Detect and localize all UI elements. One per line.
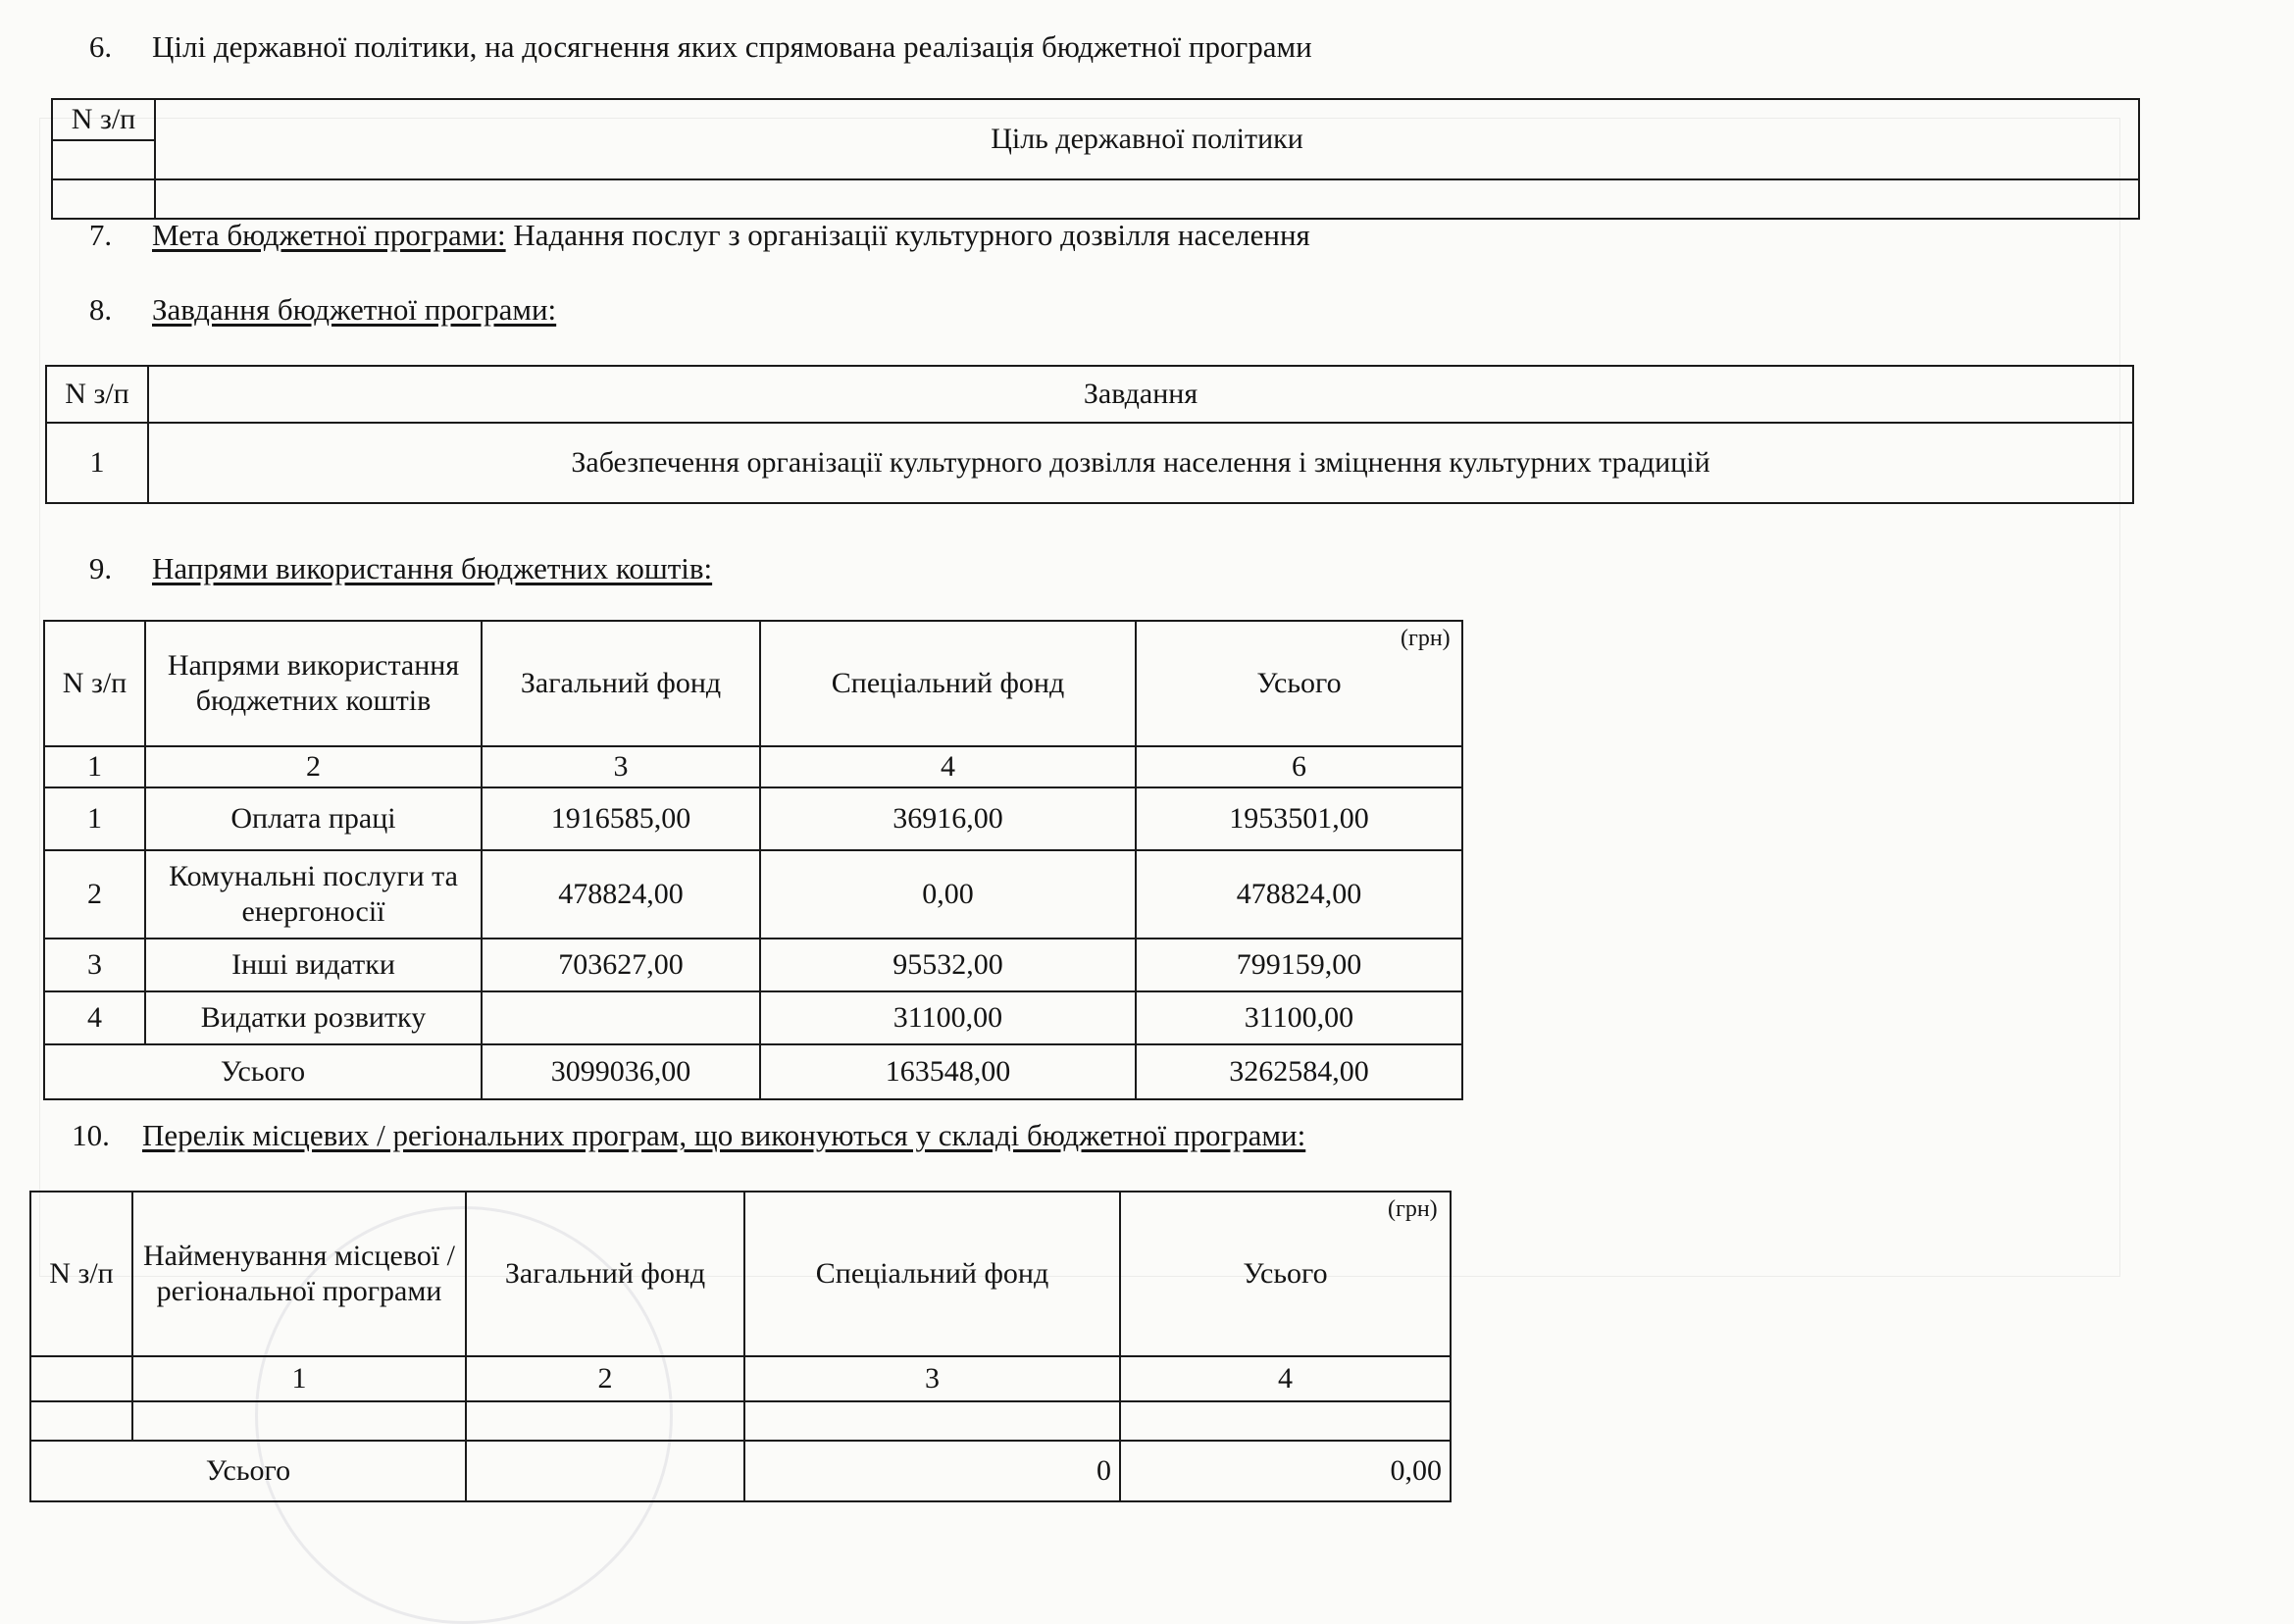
header-cell: Напрями використання бюджетних коштів bbox=[145, 621, 482, 746]
total-label-cell: Усього bbox=[30, 1441, 466, 1501]
table-cell: 4 bbox=[44, 991, 145, 1044]
section-10-heading bbox=[39, 1118, 1305, 1153]
table-total-row bbox=[44, 1044, 1462, 1099]
column-index-cell: 3 bbox=[744, 1356, 1120, 1401]
column-index-cell: 6 bbox=[1136, 746, 1462, 787]
table-cell bbox=[482, 991, 760, 1044]
section-9-label: Напрями використання бюджетних коштів: bbox=[152, 551, 713, 585]
section-8-label: Завдання бюджетної програми: bbox=[152, 292, 557, 327]
table-cell bbox=[466, 1441, 744, 1501]
table-total-row bbox=[30, 1441, 1451, 1501]
table-row bbox=[44, 991, 1462, 1044]
table-cell: 3099036,00 bbox=[482, 1044, 760, 1099]
section-6-title: Цілі державної політики, на досягнення яких спрямована реалізація бюджетної програми bbox=[152, 29, 1312, 64]
table-row bbox=[44, 850, 1462, 939]
header-cell: Ціль державної політики bbox=[155, 99, 2139, 179]
table-cell: 0,00 bbox=[760, 850, 1136, 939]
table-cell: 478824,00 bbox=[1136, 850, 1462, 939]
column-index-cell: 4 bbox=[760, 746, 1136, 787]
header-cell: N з/п bbox=[46, 366, 148, 423]
header-cell: Найменування місцевої / регіональної програми bbox=[132, 1192, 466, 1356]
table-row bbox=[44, 939, 1462, 991]
table-row bbox=[30, 1401, 1451, 1441]
table-cell bbox=[52, 179, 155, 219]
table-cell: Комунальні послуги та енергоносії bbox=[145, 850, 482, 939]
table-cell: 799159,00 bbox=[1136, 939, 1462, 991]
section-7-number: 7. bbox=[88, 218, 113, 252]
table-cell: 3 bbox=[44, 939, 145, 991]
table-cell bbox=[132, 1401, 466, 1441]
table-row bbox=[44, 787, 1462, 850]
table-cell: Оплата праці bbox=[145, 787, 482, 850]
tasks-table bbox=[45, 365, 2134, 504]
column-index-cell: 4 bbox=[1120, 1356, 1451, 1401]
section-6-heading bbox=[49, 29, 1312, 65]
section-9-heading bbox=[49, 551, 712, 586]
header-cell: Спеціальний фонд bbox=[760, 621, 1136, 746]
table-cell bbox=[744, 1401, 1120, 1441]
table-cell bbox=[30, 1401, 132, 1441]
header-cell: Усього bbox=[1120, 1192, 1451, 1356]
column-index-cell: 2 bbox=[145, 746, 482, 787]
column-index-cell: 1 bbox=[44, 746, 145, 787]
section-6-number: 6. bbox=[88, 29, 113, 64]
table-cell: Видатки розвитку bbox=[145, 991, 482, 1044]
section-8-number: 8. bbox=[88, 292, 113, 327]
table-cell: 703627,00 bbox=[482, 939, 760, 991]
header-cell: N з/п bbox=[44, 621, 145, 746]
section-9-unit: (грн) bbox=[1401, 626, 1451, 651]
header-cell: N з/п bbox=[52, 99, 155, 140]
table-cell: 1916585,00 bbox=[482, 787, 760, 850]
table-cell: 2 bbox=[44, 850, 145, 939]
table-cell bbox=[52, 140, 155, 179]
local-programs-table bbox=[29, 1191, 1452, 1502]
table-cell: 1953501,00 bbox=[1136, 787, 1462, 850]
header-cell: Завдання bbox=[148, 366, 2133, 423]
table-cell: 0,00 bbox=[1120, 1441, 1451, 1501]
section-10-label: Перелік місцевих / регіональних програм, що виконуються у складі бюджетної програми: bbox=[142, 1118, 1306, 1152]
table-cell: 1 bbox=[44, 787, 145, 850]
table-cell: 163548,00 bbox=[760, 1044, 1136, 1099]
table-cell: Забезпечення організації культурного дозвілля населення і зміцнення культурних традицій bbox=[148, 423, 2133, 503]
table-cell: 95532,00 bbox=[760, 939, 1136, 991]
section-7-label: Мета бюджетної програми: bbox=[152, 218, 506, 252]
table-cell bbox=[1120, 1401, 1451, 1441]
section-7-heading bbox=[49, 218, 1310, 253]
section-10-number: 10. bbox=[72, 1118, 110, 1152]
table-cell: Інші видатки bbox=[145, 939, 482, 991]
table-cell bbox=[466, 1401, 744, 1441]
section-8-heading bbox=[49, 292, 556, 328]
column-index-cell: 1 bbox=[132, 1356, 466, 1401]
column-index-cell: 3 bbox=[482, 746, 760, 787]
table-cell: 478824,00 bbox=[482, 850, 760, 939]
header-cell: Спеціальний фонд bbox=[744, 1192, 1120, 1356]
header-cell: N з/п bbox=[30, 1192, 132, 1356]
header-cell: Усього bbox=[1136, 621, 1462, 746]
policy-goals-table bbox=[51, 98, 2140, 220]
section-9-number: 9. bbox=[88, 551, 113, 585]
total-label-cell: Усього bbox=[44, 1044, 482, 1099]
section-10-unit: (грн) bbox=[1388, 1196, 1438, 1222]
column-index-cell: 2 bbox=[466, 1356, 744, 1401]
header-cell: Загальний фонд bbox=[466, 1192, 744, 1356]
table-cell: 31100,00 bbox=[760, 991, 1136, 1044]
header-cell: Загальний фонд bbox=[482, 621, 760, 746]
table-cell: 0 bbox=[744, 1441, 1120, 1501]
column-index-cell bbox=[30, 1356, 132, 1401]
budget-directions-table bbox=[43, 620, 1463, 1100]
table-cell bbox=[155, 179, 2139, 219]
table-cell: 31100,00 bbox=[1136, 991, 1462, 1044]
section-7-value: Надання послуг з організації культурного дозвілля населення bbox=[513, 218, 1310, 252]
table-cell: 36916,00 bbox=[760, 787, 1136, 850]
table-cell: 1 bbox=[46, 423, 148, 503]
table-cell: 3262584,00 bbox=[1136, 1044, 1462, 1099]
